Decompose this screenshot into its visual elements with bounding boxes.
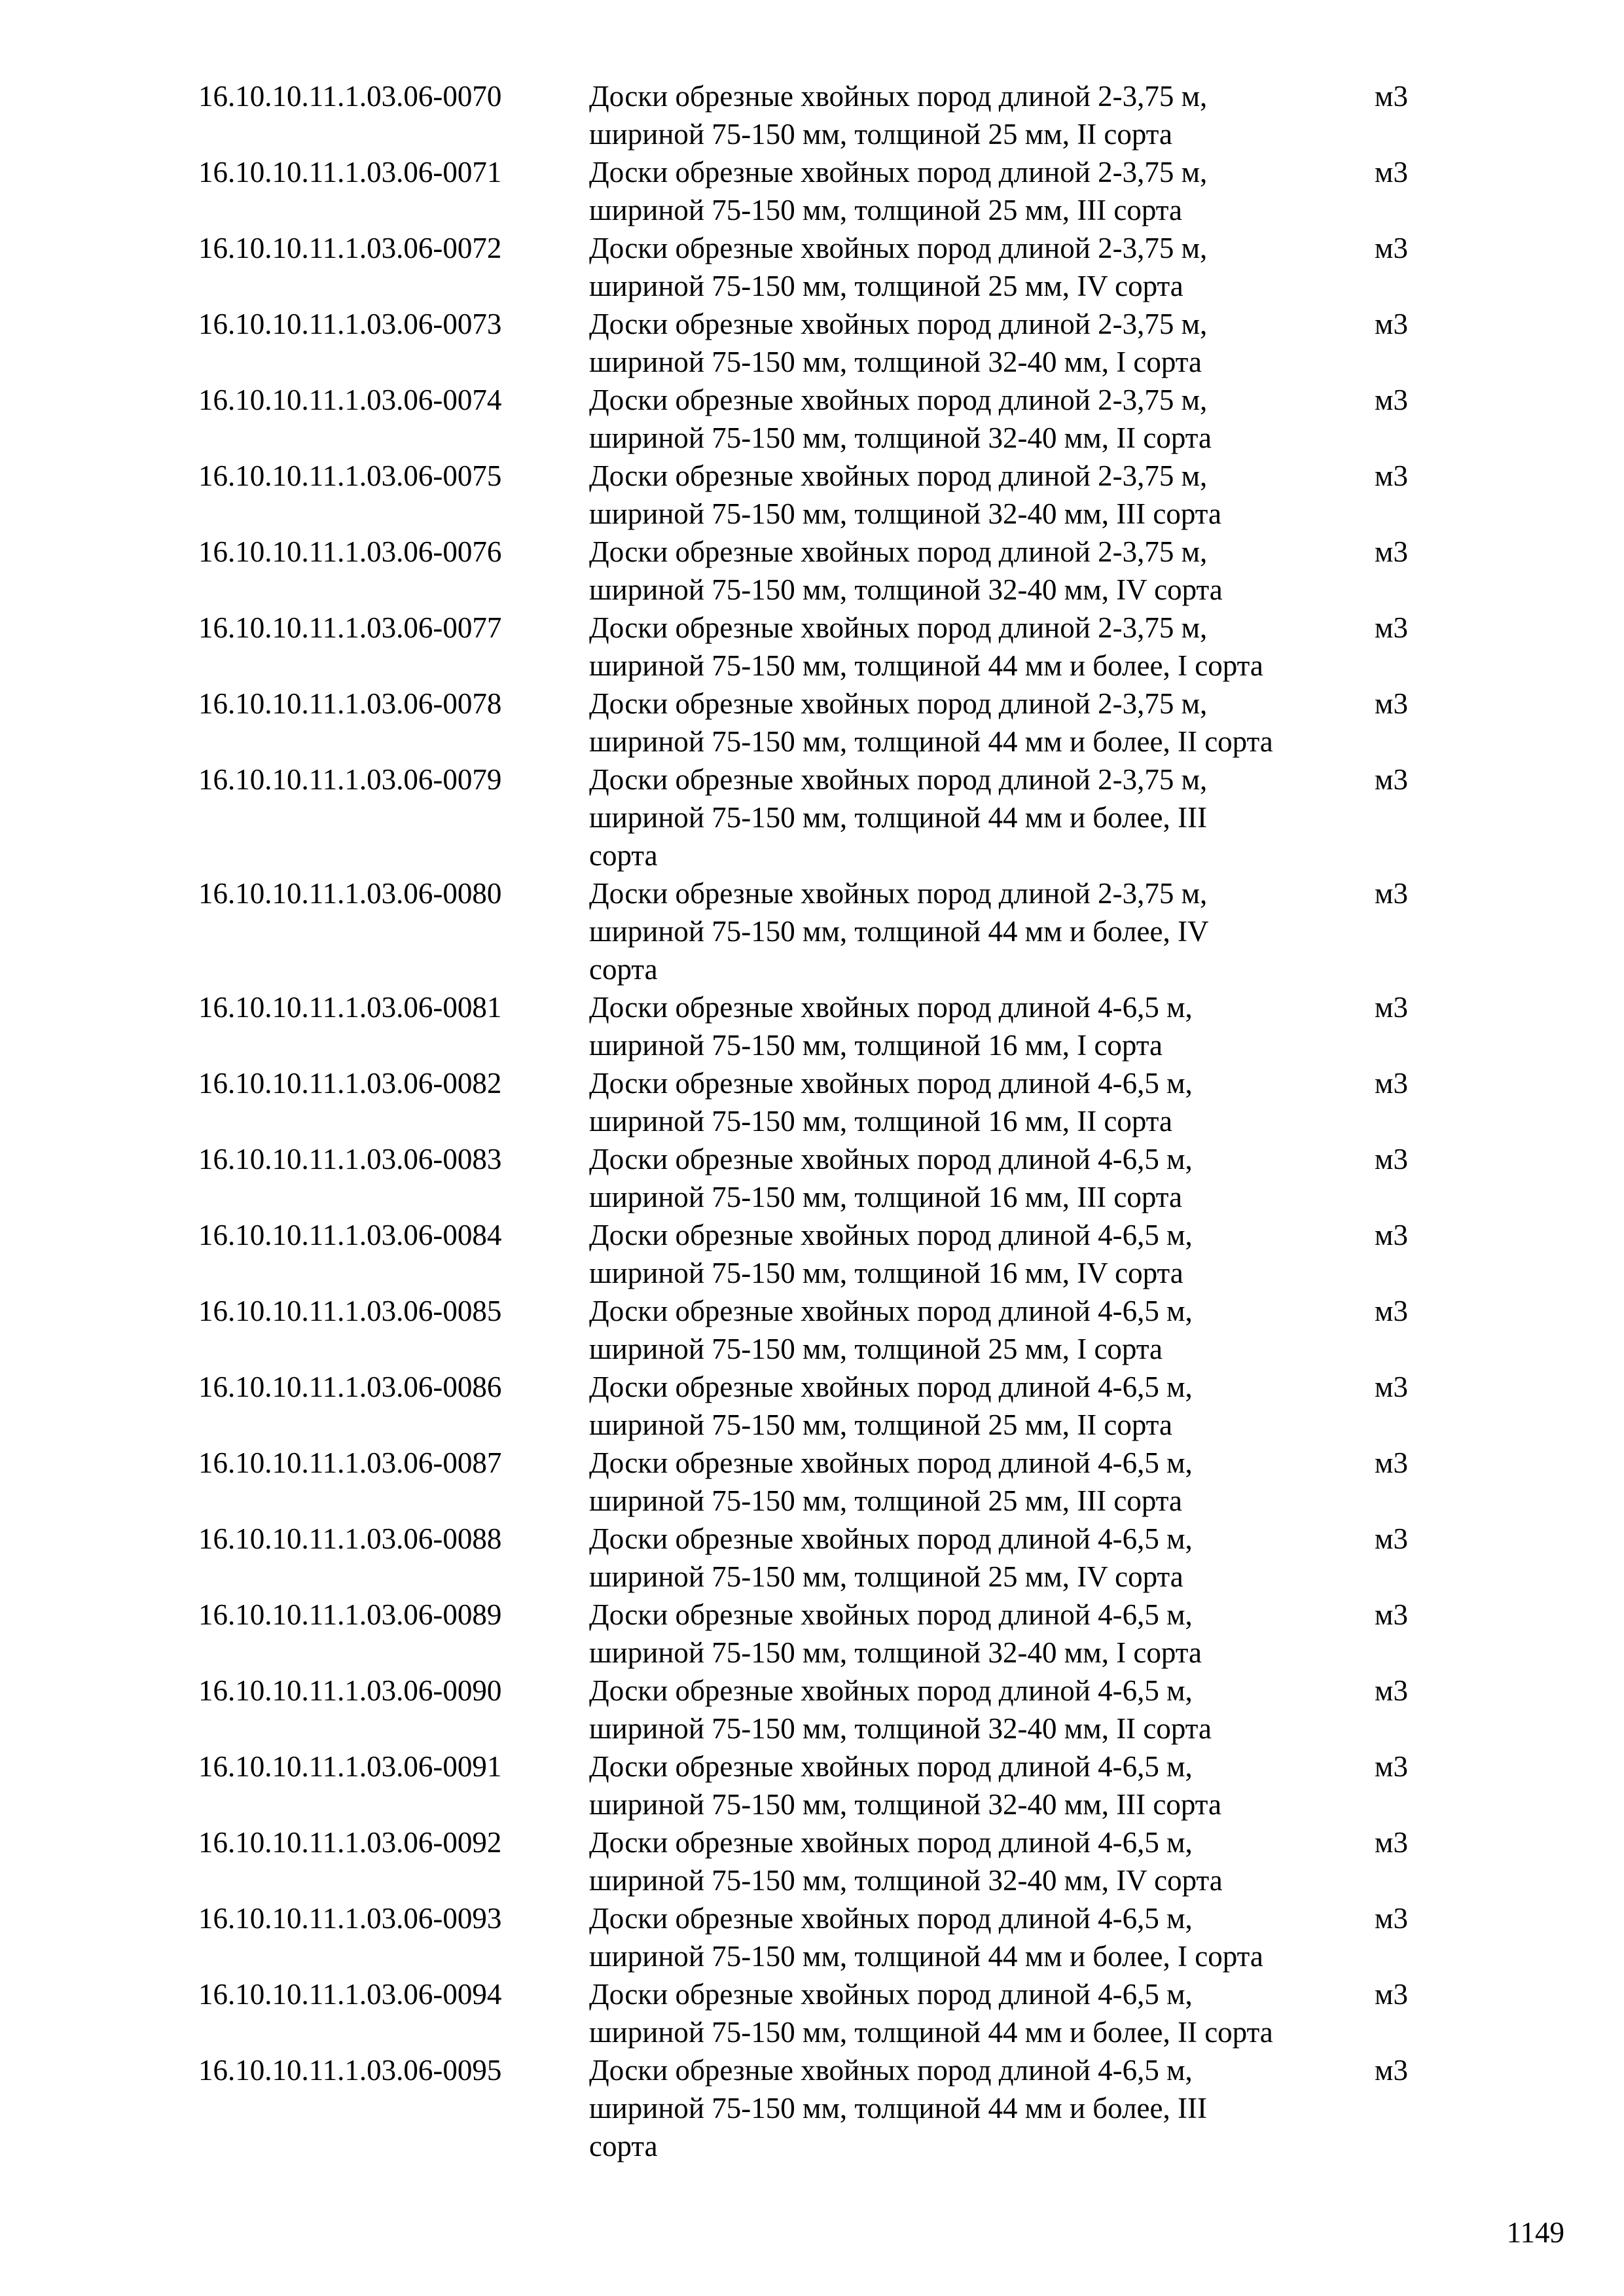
item-code: 16.10.10.11.1.03.06-0079: [198, 763, 502, 796]
item-code: 16.10.10.11.1.03.06-0085: [198, 1295, 502, 1327]
table-row: [198, 229, 1442, 305]
item-description: Доски обрезные хвойных пород длиной 4-6,5 м, шириной 75-150 мм, толщиной 16 мм, II сорта: [589, 1067, 1193, 1138]
table-row: [198, 874, 1442, 988]
table-row: [198, 1520, 1442, 1596]
item-code: 16.10.10.11.1.03.06-0077: [198, 611, 502, 644]
item-unit: м3: [1375, 2054, 1408, 2087]
item-code: 16.10.10.11.1.03.06-0095: [198, 2054, 502, 2087]
price-list-table: [198, 77, 1442, 2165]
item-description: Доски обрезные хвойных пород длиной 2-3,75 м, шириной 75-150 мм, толщиной 32-40 мм, IV сорта: [589, 535, 1223, 606]
item-code: 16.10.10.11.1.03.06-0071: [198, 156, 502, 188]
item-description: Доски обрезные хвойных пород длиной 2-3,75 м, шириной 75-150 мм, толщиной 25 мм, III сорта: [589, 156, 1208, 226]
item-description: Доски обрезные хвойных пород длиной 2-3,75 м, шириной 75-150 мм, толщиной 25 мм, IV сорта: [589, 232, 1208, 302]
item-description: Доски обрезные хвойных пород длиной 4-6,5 м, шириной 75-150 мм, толщиной 44 мм и более, I сорта: [589, 1902, 1263, 1973]
item-description: Доски обрезные хвойных пород длиной 4-6,5 м, шириной 75-150 мм, толщиной 25 мм, I сорта: [589, 1295, 1193, 1365]
table-row: [198, 153, 1442, 229]
item-unit: м3: [1375, 80, 1408, 113]
item-unit: м3: [1375, 1143, 1408, 1175]
table-row: [198, 609, 1442, 685]
table-row: [198, 1140, 1442, 1216]
item-code: 16.10.10.11.1.03.06-0092: [198, 1826, 502, 1859]
item-unit: м3: [1375, 687, 1408, 720]
item-unit: м3: [1375, 1598, 1408, 1631]
item-code: 16.10.10.11.1.03.06-0078: [198, 687, 502, 720]
item-unit: м3: [1375, 1826, 1408, 1859]
item-unit: м3: [1375, 232, 1408, 264]
item-unit: м3: [1375, 1750, 1408, 1783]
item-code: 16.10.10.11.1.03.06-0087: [198, 1446, 502, 1479]
item-code: 16.10.10.11.1.03.06-0074: [198, 384, 502, 416]
item-unit: м3: [1375, 1978, 1408, 2011]
item-unit: м3: [1375, 156, 1408, 188]
table-row: [198, 381, 1442, 457]
item-code: 16.10.10.11.1.03.06-0076: [198, 535, 502, 568]
item-description: Доски обрезные хвойных пород длиной 2-3,75 м, шириной 75-150 мм, толщиной 32-40 мм, II сорта: [589, 384, 1212, 454]
item-code: 16.10.10.11.1.03.06-0088: [198, 1522, 502, 1555]
item-unit: м3: [1375, 991, 1408, 1024]
table-row: [198, 1064, 1442, 1140]
item-unit: м3: [1375, 1674, 1408, 1707]
table-row: [198, 1368, 1442, 1444]
item-code: 16.10.10.11.1.03.06-0090: [198, 1674, 502, 1707]
item-description: Доски обрезные хвойных пород длиной 4-6,5 м, шириной 75-150 мм, толщиной 25 мм, IV сорта: [589, 1522, 1193, 1593]
item-unit: м3: [1375, 1371, 1408, 1403]
table-row: [198, 761, 1442, 874]
item-description: Доски обрезные хвойных пород длиной 4-6,5 м, шириной 75-150 мм, толщиной 16 мм, I сорта: [589, 991, 1193, 1062]
item-unit: м3: [1375, 308, 1408, 340]
table-row: [198, 1975, 1442, 2051]
table-row: [198, 988, 1442, 1064]
table-row: [198, 305, 1442, 381]
item-unit: м3: [1375, 1522, 1408, 1555]
item-code: 16.10.10.11.1.03.06-0084: [198, 1219, 502, 1251]
item-code: 16.10.10.11.1.03.06-0094: [198, 1978, 502, 2011]
item-description: Доски обрезные хвойных пород длиной 2-3,75 м, шириной 75-150 мм, толщиной 25 мм, II сорта: [589, 80, 1208, 151]
table-row: [198, 1899, 1442, 1975]
item-unit: м3: [1375, 384, 1408, 416]
item-code: 16.10.10.11.1.03.06-0083: [198, 1143, 502, 1175]
table-row: [198, 1823, 1442, 1899]
table-row: [198, 1292, 1442, 1368]
item-code: 16.10.10.11.1.03.06-0086: [198, 1371, 502, 1403]
item-unit: м3: [1375, 877, 1408, 910]
item-description: Доски обрезные хвойных пород длиной 4-6,5 м, шириной 75-150 мм, толщиной 16 мм, III сорта: [589, 1143, 1193, 1213]
table-row: [198, 1672, 1442, 1748]
table-row: [198, 685, 1442, 761]
item-unit: м3: [1375, 459, 1408, 492]
item-code: 16.10.10.11.1.03.06-0081: [198, 991, 502, 1024]
item-description: Доски обрезные хвойных пород длиной 4-6,5 м, шириной 75-150 мм, толщиной 32-40 мм, III сорта: [589, 1750, 1221, 1821]
page-number: 1149: [1506, 2216, 1564, 2249]
item-description: Доски обрезные хвойных пород длиной 4-6,5 м, шириной 75-150 мм, толщиной 25 мм, II сорта: [589, 1371, 1193, 1441]
table-row: [198, 533, 1442, 609]
item-unit: м3: [1375, 1446, 1408, 1479]
item-description: Доски обрезные хвойных пород длиной 2-3,75 м, шириной 75-150 мм, толщиной 44 мм и более, II сорта: [589, 687, 1273, 758]
item-code: 16.10.10.11.1.03.06-0070: [198, 80, 502, 113]
item-unit: м3: [1375, 1295, 1408, 1327]
table-row: [198, 1748, 1442, 1823]
item-code: 16.10.10.11.1.03.06-0093: [198, 1902, 502, 1935]
item-description: Доски обрезные хвойных пород длиной 4-6,5 м, шириной 75-150 мм, толщиной 25 мм, III сорта: [589, 1446, 1193, 1517]
item-description: Доски обрезные хвойных пород длиной 4-6,5 м, шириной 75-150 мм, толщиной 32-40 мм, IV сорта: [589, 1826, 1223, 1897]
table-row: [198, 1596, 1442, 1672]
table-row: [198, 1216, 1442, 1292]
table-row: [198, 457, 1442, 533]
item-description: Доски обрезные хвойных пород длиной 4-6,5 м, шириной 75-150 мм, толщиной 44 мм и более, III сорта: [589, 2054, 1207, 2162]
item-description: Доски обрезные хвойных пород длиной 4-6,5 м, шириной 75-150 мм, толщиной 32-40 мм, I сорта: [589, 1598, 1202, 1669]
item-code: 16.10.10.11.1.03.06-0082: [198, 1067, 502, 1100]
item-code: 16.10.10.11.1.03.06-0080: [198, 877, 502, 910]
item-code: 16.10.10.11.1.03.06-0073: [198, 308, 502, 340]
item-unit: м3: [1375, 1219, 1408, 1251]
item-code: 16.10.10.11.1.03.06-0089: [198, 1598, 502, 1631]
item-description: Доски обрезные хвойных пород длиной 2-3,75 м, шириной 75-150 мм, толщиной 44 мм и более, I сорта: [589, 611, 1263, 682]
item-unit: м3: [1375, 1067, 1408, 1100]
item-description: Доски обрезные хвойных пород длиной 2-3,75 м, шириной 75-150 мм, толщиной 44 мм и более, III сорта: [589, 763, 1208, 872]
item-code: 16.10.10.11.1.03.06-0072: [198, 232, 502, 264]
item-unit: м3: [1375, 763, 1408, 796]
table-row: [198, 77, 1442, 153]
item-unit: м3: [1375, 611, 1408, 644]
item-description: Доски обрезные хвойных пород длиной 2-3,75 м, шириной 75-150 мм, толщиной 32-40 мм, I сорта: [589, 308, 1208, 378]
table-row: [198, 1444, 1442, 1520]
item-unit: м3: [1375, 1902, 1408, 1935]
item-description: Доски обрезные хвойных пород длиной 4-6,5 м, шириной 75-150 мм, толщиной 44 мм и более, II сорта: [589, 1978, 1273, 2049]
item-description: Доски обрезные хвойных пород длиной 4-6,5 м, шириной 75-150 мм, толщиной 16 мм, IV сорта: [589, 1219, 1193, 1289]
item-code: 16.10.10.11.1.03.06-0075: [198, 459, 502, 492]
item-description: Доски обрезные хвойных пород длиной 2-3,75 м, шириной 75-150 мм, толщиной 32-40 мм, III сорта: [589, 459, 1221, 530]
item-unit: м3: [1375, 535, 1408, 568]
item-description: Доски обрезные хвойных пород длиной 2-3,75 м, шириной 75-150 мм, толщиной 44 мм и более, IV сорта: [589, 877, 1209, 986]
item-code: 16.10.10.11.1.03.06-0091: [198, 1750, 502, 1783]
table-row: [198, 2051, 1442, 2165]
item-description: Доски обрезные хвойных пород длиной 4-6,5 м, шириной 75-150 мм, толщиной 32-40 мм, II сорта: [589, 1674, 1212, 1745]
